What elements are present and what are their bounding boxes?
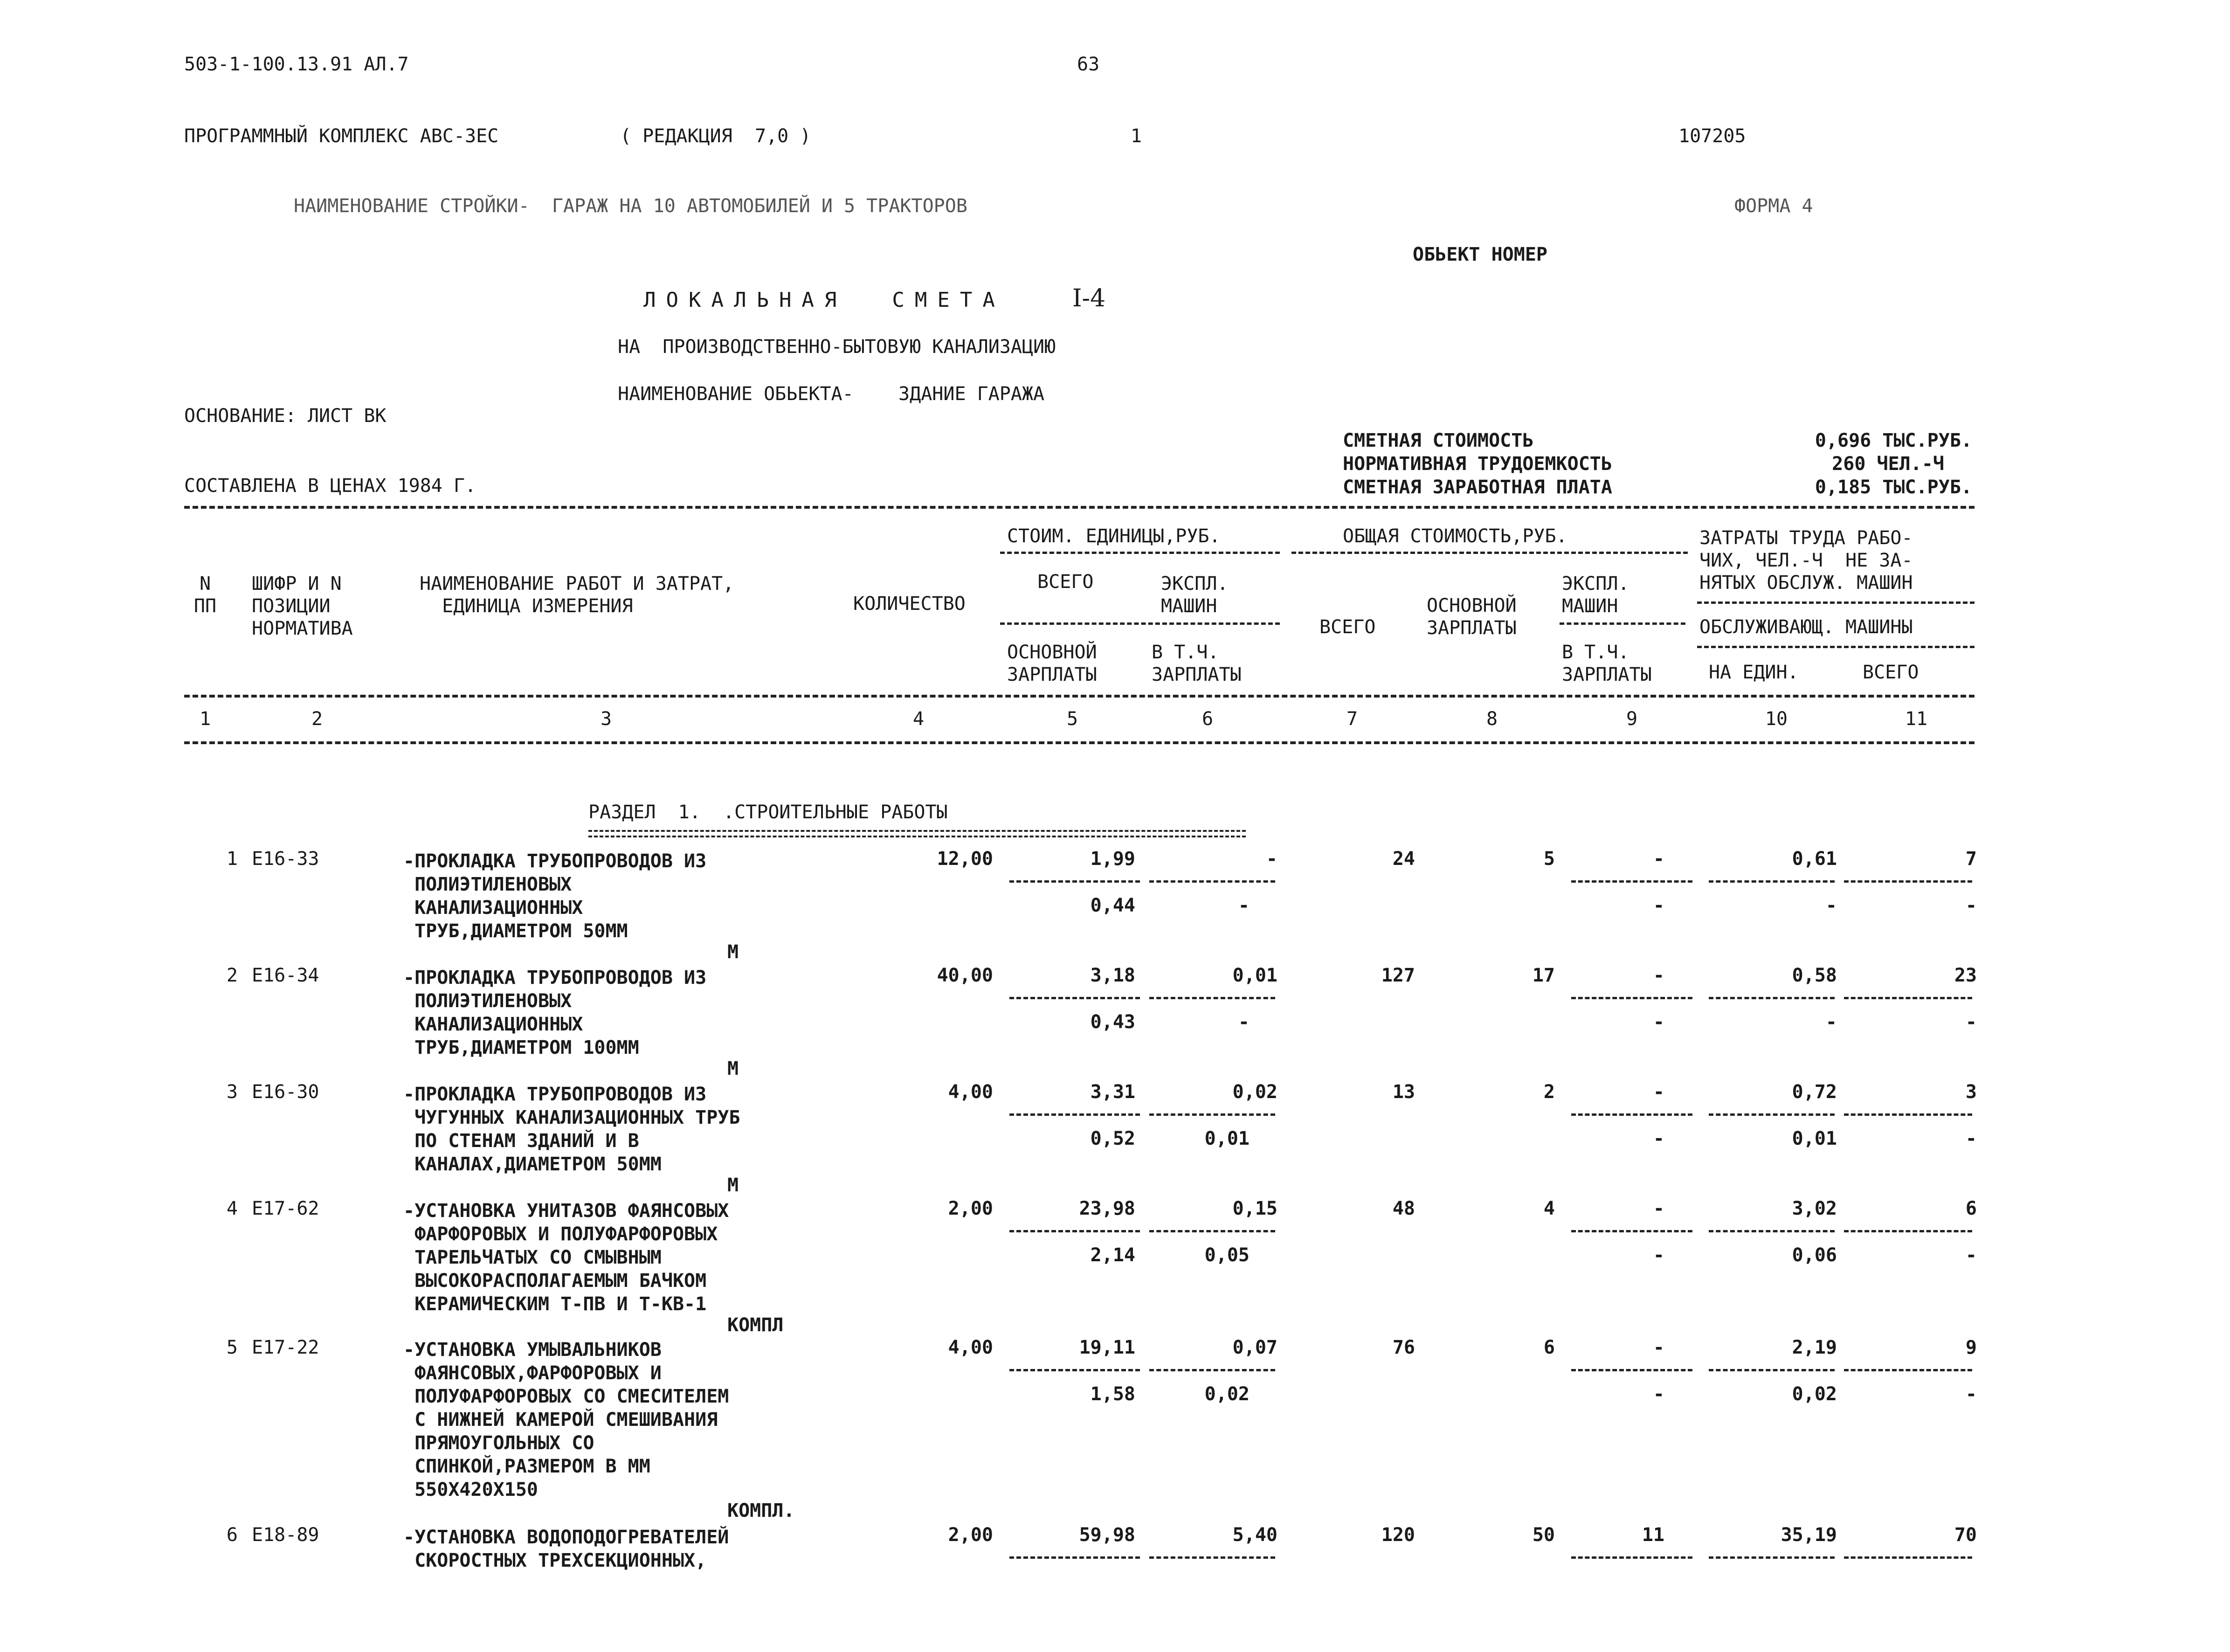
row-labor-unit: 0,58 bbox=[1792, 965, 1837, 986]
row-machine-salary-total: - bbox=[1653, 1128, 1664, 1149]
object-number: ОБЬЕКТ НОМЕР bbox=[1413, 244, 1547, 265]
row-machine-salary: 0,02 bbox=[1204, 1383, 1250, 1405]
header-col-1: N ПП bbox=[193, 573, 217, 617]
row-separator bbox=[1709, 1556, 1835, 1559]
rule-total-cost bbox=[1291, 552, 1688, 554]
summary-label: СМЕТНАЯ ЗАРАБОТНАЯ ПЛАТА bbox=[1343, 477, 1612, 498]
document-code: 503-1-100.13.91 АЛ.7 bbox=[184, 54, 409, 75]
rule-col-9 bbox=[1560, 622, 1685, 625]
row-code: Е16-30 bbox=[252, 1081, 319, 1103]
row-labor-total: 9 bbox=[1965, 1337, 1977, 1358]
rule-unit-cost-mid bbox=[1000, 622, 1280, 625]
rule-top bbox=[184, 506, 1975, 509]
section-title: РАЗДЕЛ 1. .СТРОИТЕЛЬНЫЕ РАБОТЫ bbox=[588, 802, 948, 823]
row-machine-cost: 5,40 bbox=[1232, 1524, 1277, 1546]
row-separator bbox=[1009, 1230, 1140, 1232]
row-separator bbox=[1571, 1113, 1692, 1116]
page-number: 63 bbox=[1077, 54, 1100, 75]
row-machine-total: - bbox=[1653, 848, 1664, 870]
row-separator bbox=[1709, 880, 1835, 883]
row-labor-unit: 2,19 bbox=[1792, 1337, 1837, 1358]
row-quantity: 40,00 bbox=[937, 965, 993, 986]
row-unit-cost: 23,98 bbox=[1079, 1198, 1135, 1219]
row-name: -ПРОКЛАДКА ТРУБОПРОВОДОВ ИЗ ЧУГУННЫХ КАНАЛИЗАЦИОННЫХ ТРУБ ПО СТЕНАМ ЗДАНИЙ И В КАНАЛАХ,ДИАМЕТРОМ 50ММ bbox=[403, 1084, 740, 1175]
row-labor-total: 3 bbox=[1965, 1081, 1977, 1103]
row-separator bbox=[1149, 1230, 1275, 1232]
row-separator bbox=[1009, 880, 1140, 883]
column-number: 6 bbox=[1201, 708, 1214, 730]
row-separator bbox=[1149, 1556, 1275, 1559]
row-number: 2 bbox=[226, 965, 238, 986]
row-unit-cost: 19,11 bbox=[1079, 1337, 1135, 1358]
row-machine-salary: - bbox=[1238, 895, 1250, 916]
row-separator bbox=[1009, 1113, 1140, 1116]
row-separator bbox=[1844, 880, 1972, 883]
column-number: 11 bbox=[1905, 708, 1928, 730]
row-machine-cost: 0,02 bbox=[1232, 1081, 1277, 1103]
header-col-9-top: ЭКСПЛ. МАШИН bbox=[1562, 573, 1629, 617]
estimate-subtitle: НА ПРОИЗВОДСТВЕННО-БЫТОВУЮ КАНАЛИЗАЦИЮ bbox=[618, 336, 1056, 358]
row-unit-salary: 0,52 bbox=[1090, 1128, 1135, 1149]
rule-header-bottom bbox=[184, 695, 1975, 698]
row-name: -УСТАНОВКА УМЫВАЛЬНИКОВ ФАЯНСОВЫХ,ФАРФОРОВЫХ И ПОЛУФАРФОРОВЫХ СО СМЕСИТЕЛЕМ С НИЖНЕЙ КАМЕРОЙ СМЕШИВАНИЯ ПРЯМОУГОЛЬНЫХ СО СПИНКОЙ,РАЗМЕРОМ В ММ 550Х420Х150 bbox=[403, 1339, 729, 1500]
row-unit: М bbox=[727, 1175, 739, 1196]
column-number: 1 bbox=[199, 708, 211, 730]
row-code: Е17-22 bbox=[252, 1337, 319, 1358]
row-separator bbox=[1844, 1113, 1972, 1116]
row-labor-total: 7 bbox=[1965, 848, 1977, 870]
object-name: НАИМЕНОВАНИЕ ОБЬЕКТА- ЗДАНИЕ ГАРАЖА bbox=[618, 383, 1045, 405]
row-number: 5 bbox=[226, 1337, 238, 1358]
row-total: 48 bbox=[1392, 1198, 1415, 1219]
row-machine-salary-total: - bbox=[1653, 895, 1664, 916]
row-total: 13 bbox=[1392, 1081, 1415, 1103]
header-col-6-bottom: В Т.Ч. ЗАРПЛАТЫ bbox=[1152, 642, 1242, 685]
section-underline bbox=[588, 830, 1246, 832]
row-name: -УСТАНОВКА УНИТАЗОВ ФАЯНСОВЫХ ФАРФОРОВЫХ И ПОЛУФАРФОРОВЫХ ТАРЕЛЬЧАТЫХ СО СМЫВНЫМ ВЫСОКОРАСПОЛАГАЕМЫМ БАЧКОМ КЕРАМИЧЕСКИМ Т-ПВ И Т-КВ-1 bbox=[403, 1200, 729, 1315]
row-machine-salary: 0,05 bbox=[1204, 1244, 1250, 1266]
row-labor-machines-unit: - bbox=[1825, 1011, 1837, 1033]
row-machine-salary: 0,01 bbox=[1204, 1128, 1250, 1149]
row-separator bbox=[1571, 1369, 1692, 1371]
row-labor-unit: 0,72 bbox=[1792, 1081, 1837, 1103]
row-unit-salary: 2,14 bbox=[1090, 1244, 1135, 1266]
summary-value: 260 ЧЕЛ.-Ч bbox=[1832, 453, 1944, 475]
row-machine-salary-total: - bbox=[1653, 1011, 1664, 1033]
row-unit: КОМПЛ. bbox=[727, 1500, 795, 1521]
row-code: Е18-89 bbox=[252, 1524, 319, 1546]
rule-labor-2 bbox=[1697, 646, 1975, 648]
row-labor-machines-unit: 0,01 bbox=[1792, 1128, 1837, 1149]
row-machine-salary-total: - bbox=[1653, 1383, 1664, 1405]
header-col-8: ОСНОВНОЙ ЗАРПЛАТЫ bbox=[1427, 595, 1517, 639]
row-separator bbox=[1844, 997, 1972, 999]
row-code: Е16-33 bbox=[252, 848, 319, 870]
row-separator bbox=[1009, 1556, 1140, 1559]
row-separator bbox=[1571, 997, 1692, 999]
row-unit-cost: 59,98 bbox=[1079, 1524, 1135, 1546]
prices-basis: СОСТАВЛЕНА В ЦЕНАХ 1984 Г. bbox=[184, 475, 476, 497]
row-separator bbox=[1571, 1556, 1692, 1559]
row-labor-machines-unit: 0,06 bbox=[1792, 1244, 1837, 1266]
row-labor-machines-total: - bbox=[1965, 1011, 1977, 1033]
row-separator bbox=[1149, 1113, 1275, 1116]
row-base-salary: 2 bbox=[1543, 1081, 1555, 1103]
row-labor-machines-unit: 0,02 bbox=[1792, 1383, 1837, 1405]
row-unit-cost: 1,99 bbox=[1090, 848, 1135, 870]
row-number: 4 bbox=[226, 1198, 238, 1219]
sheet-number: 1 bbox=[1131, 125, 1142, 147]
row-machine-cost: 0,01 bbox=[1232, 965, 1277, 986]
row-base-salary: 4 bbox=[1543, 1198, 1555, 1219]
rule-unit-cost bbox=[1000, 552, 1280, 554]
row-total: 127 bbox=[1381, 965, 1415, 986]
row-separator bbox=[1709, 997, 1835, 999]
row-separator bbox=[1009, 997, 1140, 999]
row-labor-unit: 35,19 bbox=[1781, 1524, 1837, 1546]
row-separator bbox=[1149, 880, 1275, 883]
estimate-title: ЛОКАЛЬНАЯ СМЕТА bbox=[643, 288, 1005, 312]
row-machine-salary: - bbox=[1238, 1011, 1250, 1033]
row-separator bbox=[1844, 1556, 1972, 1559]
row-labor-total: 23 bbox=[1954, 965, 1977, 986]
row-unit: М bbox=[727, 1058, 739, 1079]
column-number: 5 bbox=[1066, 708, 1078, 730]
row-separator bbox=[1149, 997, 1275, 999]
row-unit-salary: 1,58 bbox=[1090, 1383, 1135, 1405]
row-base-salary: 17 bbox=[1532, 965, 1555, 986]
summary-label: НОРМАТИВНАЯ ТРУДОЕМКОСТЬ bbox=[1343, 453, 1612, 475]
row-labor-machines-total: - bbox=[1965, 1244, 1977, 1266]
header-col-5-bottom: ОСНОВНОЙ ЗАРПЛАТЫ bbox=[1007, 642, 1097, 685]
column-number: 10 bbox=[1765, 708, 1788, 730]
row-machine-total: 11 bbox=[1642, 1524, 1664, 1546]
estimate-title-number: I-4 bbox=[1072, 284, 1106, 312]
row-machine-total: - bbox=[1653, 965, 1664, 986]
row-separator bbox=[1009, 1369, 1140, 1371]
row-machine-total: - bbox=[1653, 1081, 1664, 1103]
header-labor: ЗАТРАТЫ ТРУДА РАБО- ЧИХ, ЧЕЛ.-Ч НЕ ЗА- НЯТЫХ ОБСЛУЖ. МАШИН bbox=[1699, 527, 1913, 594]
header-col-3: НАИМЕНОВАНИЕ РАБОТ И ЗАТРАТ, ЕДИНИЦА ИЗМЕРЕНИЯ bbox=[420, 573, 734, 617]
row-unit-salary: 0,44 bbox=[1090, 895, 1135, 916]
row-unit: КОМПЛ bbox=[727, 1314, 784, 1336]
row-base-salary: 6 bbox=[1543, 1337, 1555, 1358]
row-code: Е17-62 bbox=[252, 1198, 319, 1219]
column-number: 4 bbox=[912, 708, 925, 730]
construction-name: НАИМЕНОВАНИЕ СТРОЙКИ- ГАРАЖ НА 10 АВТОМОБИЛЕЙ И 5 ТРАКТОРОВ bbox=[294, 195, 967, 217]
row-machine-cost: - bbox=[1266, 848, 1277, 870]
form-label: ФОРМА 4 bbox=[1734, 195, 1813, 217]
row-labor-machines-total: - bbox=[1965, 1128, 1977, 1149]
row-machine-salary-total: - bbox=[1653, 1244, 1664, 1266]
section-underline bbox=[588, 836, 1246, 837]
row-quantity: 12,00 bbox=[937, 848, 993, 870]
row-quantity: 2,00 bbox=[948, 1524, 993, 1546]
header-labor-machines: ОБСЛУЖИВАЮЩ. МАШИНЫ bbox=[1699, 616, 1913, 638]
column-number: 7 bbox=[1346, 708, 1358, 730]
row-machine-cost: 0,07 bbox=[1232, 1337, 1277, 1358]
row-unit-salary: 0,43 bbox=[1090, 1011, 1135, 1033]
row-labor-unit: 3,02 bbox=[1792, 1198, 1837, 1219]
row-labor-machines-unit: - bbox=[1825, 895, 1837, 916]
header-col-7: ВСЕГО bbox=[1319, 616, 1376, 638]
row-separator bbox=[1571, 880, 1692, 883]
row-labor-total: 70 bbox=[1954, 1524, 1977, 1546]
row-labor-unit: 0,61 bbox=[1792, 848, 1837, 870]
row-machine-total: - bbox=[1653, 1198, 1664, 1219]
row-separator bbox=[1844, 1230, 1972, 1232]
row-separator bbox=[1709, 1369, 1835, 1371]
header-col-2: ШИФР И N ПОЗИЦИИ НОРМАТИВА bbox=[252, 573, 353, 639]
row-number: 1 bbox=[226, 848, 238, 870]
row-code: Е16-34 bbox=[252, 965, 319, 986]
row-labor-machines-total: - bbox=[1965, 895, 1977, 916]
row-separator bbox=[1571, 1230, 1692, 1232]
basis: ОСНОВАНИЕ: ЛИСТ ВК bbox=[184, 405, 387, 427]
document-number: 107205 bbox=[1678, 125, 1746, 147]
row-number: 3 bbox=[226, 1081, 238, 1103]
row-base-salary: 5 bbox=[1543, 848, 1555, 870]
row-labor-total: 6 bbox=[1965, 1198, 1977, 1219]
column-number: 9 bbox=[1626, 708, 1638, 730]
row-machine-cost: 0,15 bbox=[1232, 1198, 1277, 1219]
row-name: -УСТАНОВКА ВОДОПОДОГРЕВАТЕЛЕЙ СКОРОСТНЫХ ТРЕХСЕКЦИОННЫХ, bbox=[403, 1527, 729, 1571]
header-total-cost: ОБЩАЯ СТОИМОСТЬ,РУБ. bbox=[1343, 525, 1567, 547]
rule-numbers-bottom bbox=[184, 741, 1975, 744]
row-name: -ПРОКЛАДКА ТРУБОПРОВОДОВ ИЗ ПОЛИЭТИЛЕНОВЫХ КАНАЛИЗАЦИОННЫХ ТРУБ,ДИАМЕТРОМ 100ММ bbox=[403, 967, 707, 1058]
row-total: 120 bbox=[1381, 1524, 1415, 1546]
header-unit-cost: СТОИМ. ЕДИНИЦЫ,РУБ. bbox=[1007, 525, 1221, 547]
row-separator bbox=[1844, 1369, 1972, 1371]
rule-labor bbox=[1697, 601, 1975, 604]
row-separator bbox=[1709, 1113, 1835, 1116]
program-edition: ( РЕДАКЦИЯ 7,0 ) bbox=[620, 125, 811, 147]
row-base-salary: 50 bbox=[1532, 1524, 1555, 1546]
row-total: 76 bbox=[1392, 1337, 1415, 1358]
summary-value: 0,696 ТЫС.РУБ. bbox=[1815, 430, 1972, 451]
header-col-11: ВСЕГО bbox=[1863, 662, 1919, 683]
header-col-6-top: ЭКСПЛ. МАШИН bbox=[1161, 573, 1229, 617]
row-separator bbox=[1149, 1369, 1275, 1371]
header-col-5-top: ВСЕГО bbox=[1037, 571, 1094, 593]
header-col-9-bottom: В Т.Ч. ЗАРПЛАТЫ bbox=[1562, 642, 1652, 685]
summary-label: СМЕТНАЯ СТОИМОСТЬ bbox=[1343, 430, 1534, 451]
header-col-4: КОЛИЧЕСТВО bbox=[853, 593, 966, 615]
summary-value: 0,185 ТЫС.РУБ. bbox=[1815, 477, 1972, 498]
header-col-10: НА ЕДИН. bbox=[1709, 662, 1799, 683]
row-quantity: 2,00 bbox=[948, 1198, 993, 1219]
program-name: ПРОГРАММНЫЙ КОМПЛЕКС АВС-3ЕС bbox=[184, 125, 499, 147]
row-quantity: 4,00 bbox=[948, 1337, 993, 1358]
column-number: 8 bbox=[1486, 708, 1498, 730]
row-number: 6 bbox=[226, 1524, 238, 1546]
row-unit-cost: 3,31 bbox=[1090, 1081, 1135, 1103]
row-machine-total: - bbox=[1653, 1337, 1664, 1358]
row-unit: М bbox=[727, 941, 739, 963]
row-quantity: 4,00 bbox=[948, 1081, 993, 1103]
column-number: 3 bbox=[600, 708, 612, 730]
row-separator bbox=[1709, 1230, 1835, 1232]
row-labor-machines-total: - bbox=[1965, 1383, 1977, 1405]
column-number: 2 bbox=[311, 708, 323, 730]
row-unit-cost: 3,18 bbox=[1090, 965, 1135, 986]
row-name: -ПРОКЛАДКА ТРУБОПРОВОДОВ ИЗ ПОЛИЭТИЛЕНОВЫХ КАНАЛИЗАЦИОННЫХ ТРУБ,ДИАМЕТРОМ 50ММ bbox=[403, 850, 707, 942]
row-total: 24 bbox=[1392, 848, 1415, 870]
